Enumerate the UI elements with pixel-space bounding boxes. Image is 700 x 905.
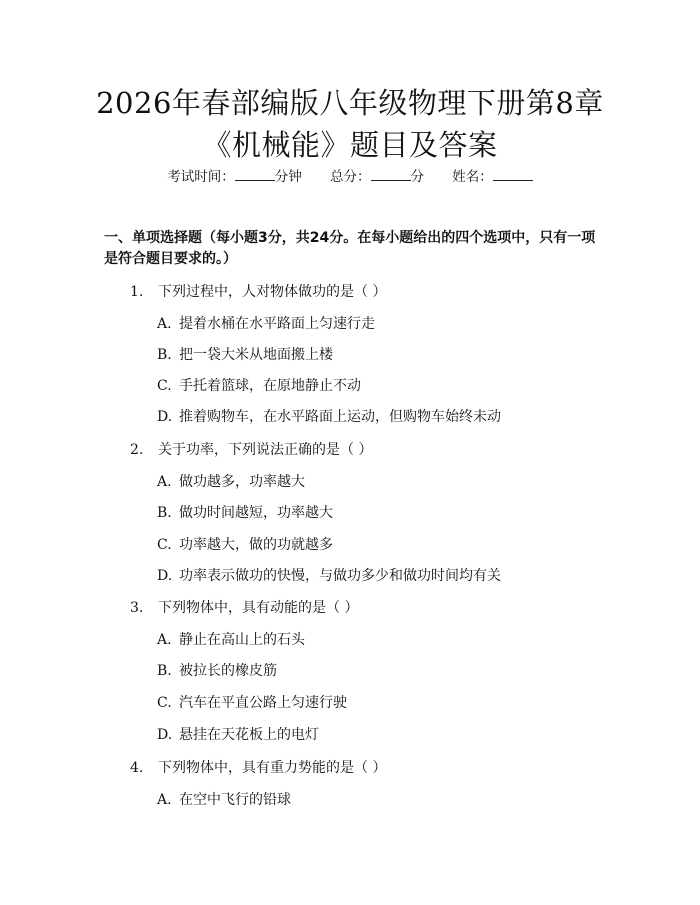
time-unit: 分钟 [274, 169, 302, 185]
question-2 [130, 441, 372, 459]
name-blank[interactable] [493, 168, 533, 181]
score-unit: 分 [410, 169, 424, 185]
option-letter: A. [157, 316, 172, 332]
option-text: 手托着篮球，在原地静止不动 [179, 378, 361, 394]
option-letter: B. [157, 505, 172, 521]
option-letter: D. [157, 568, 173, 584]
option-2c[interactable] [157, 536, 333, 554]
question-number: 2. [130, 442, 144, 458]
name-label: 姓名： [452, 169, 493, 185]
question-text: 下列物体中，具有重力势能的是（ ） [158, 760, 387, 776]
option-letter: A. [157, 792, 172, 808]
page-title: 2026年春部编版八年级物理下册第8章《机械能》题目及答案 [96, 86, 604, 162]
option-1b[interactable] [157, 346, 333, 364]
option-text: 推着购物车，在水平路面上运动，但购物车始终未动 [179, 409, 501, 425]
option-text: 做功时间越短，功率越大 [179, 505, 333, 521]
option-text: 被拉长的橡皮筋 [179, 663, 277, 679]
option-2d[interactable] [157, 567, 501, 585]
section-heading: 一、单项选择题（每小题3分，共24分。在每小题给出的四个选项中，只有一项是符合题目要求的。） [104, 230, 596, 267]
name-field [452, 169, 533, 185]
option-1a[interactable] [157, 315, 375, 333]
option-1d[interactable] [157, 408, 501, 426]
question-1 [130, 283, 386, 301]
option-3a[interactable] [157, 631, 305, 649]
option-2a[interactable] [157, 473, 305, 491]
option-letter: D. [157, 727, 173, 743]
option-text: 功率表示做功的快慢，与做功多少和做功时间均有关 [179, 568, 501, 584]
option-letter: A. [157, 474, 172, 490]
score-blank[interactable] [371, 168, 411, 181]
option-text: 悬挂在天花板上的电灯 [179, 727, 319, 743]
option-4a[interactable] [157, 791, 291, 809]
option-text: 把一袋大米从地面搬上楼 [179, 347, 333, 363]
option-letter: C. [157, 537, 172, 553]
option-letter: C. [157, 695, 172, 711]
question-number: 4. [130, 760, 144, 776]
option-3d[interactable] [157, 726, 319, 744]
option-2b[interactable] [157, 504, 333, 522]
question-text: 下列物体中，具有动能的是（ ） [158, 600, 359, 616]
question-number: 3. [130, 600, 144, 616]
option-letter: B. [157, 347, 172, 363]
option-text: 汽车在平直公路上匀速行驶 [179, 695, 347, 711]
option-3b[interactable] [157, 662, 277, 680]
option-letter: D. [157, 409, 173, 425]
score-label: 总分： [330, 169, 371, 185]
time-blank[interactable] [235, 168, 275, 181]
option-text: 静止在高山上的石头 [179, 632, 305, 648]
time-label: 考试时间： [167, 169, 235, 185]
option-letter: B. [157, 663, 172, 679]
option-text: 在空中飞行的铅球 [179, 792, 291, 808]
option-letter: C. [157, 378, 172, 394]
option-text: 功率越大，做的功就越多 [179, 537, 333, 553]
question-text: 下列过程中，人对物体做功的是（ ） [158, 284, 387, 300]
option-letter: A. [157, 632, 172, 648]
time-field [167, 169, 306, 185]
question-3 [130, 599, 358, 617]
question-text: 关于功率，下列说法正确的是（ ） [158, 442, 373, 458]
exam-meta [0, 168, 700, 186]
score-field [330, 169, 428, 185]
option-3c[interactable] [157, 694, 347, 712]
option-text: 提着水桶在水平路面上匀速行走 [179, 316, 375, 332]
question-number: 1. [130, 284, 144, 300]
question-4 [130, 759, 386, 777]
option-1c[interactable] [157, 377, 361, 395]
option-text: 做功越多，功率越大 [179, 474, 305, 490]
